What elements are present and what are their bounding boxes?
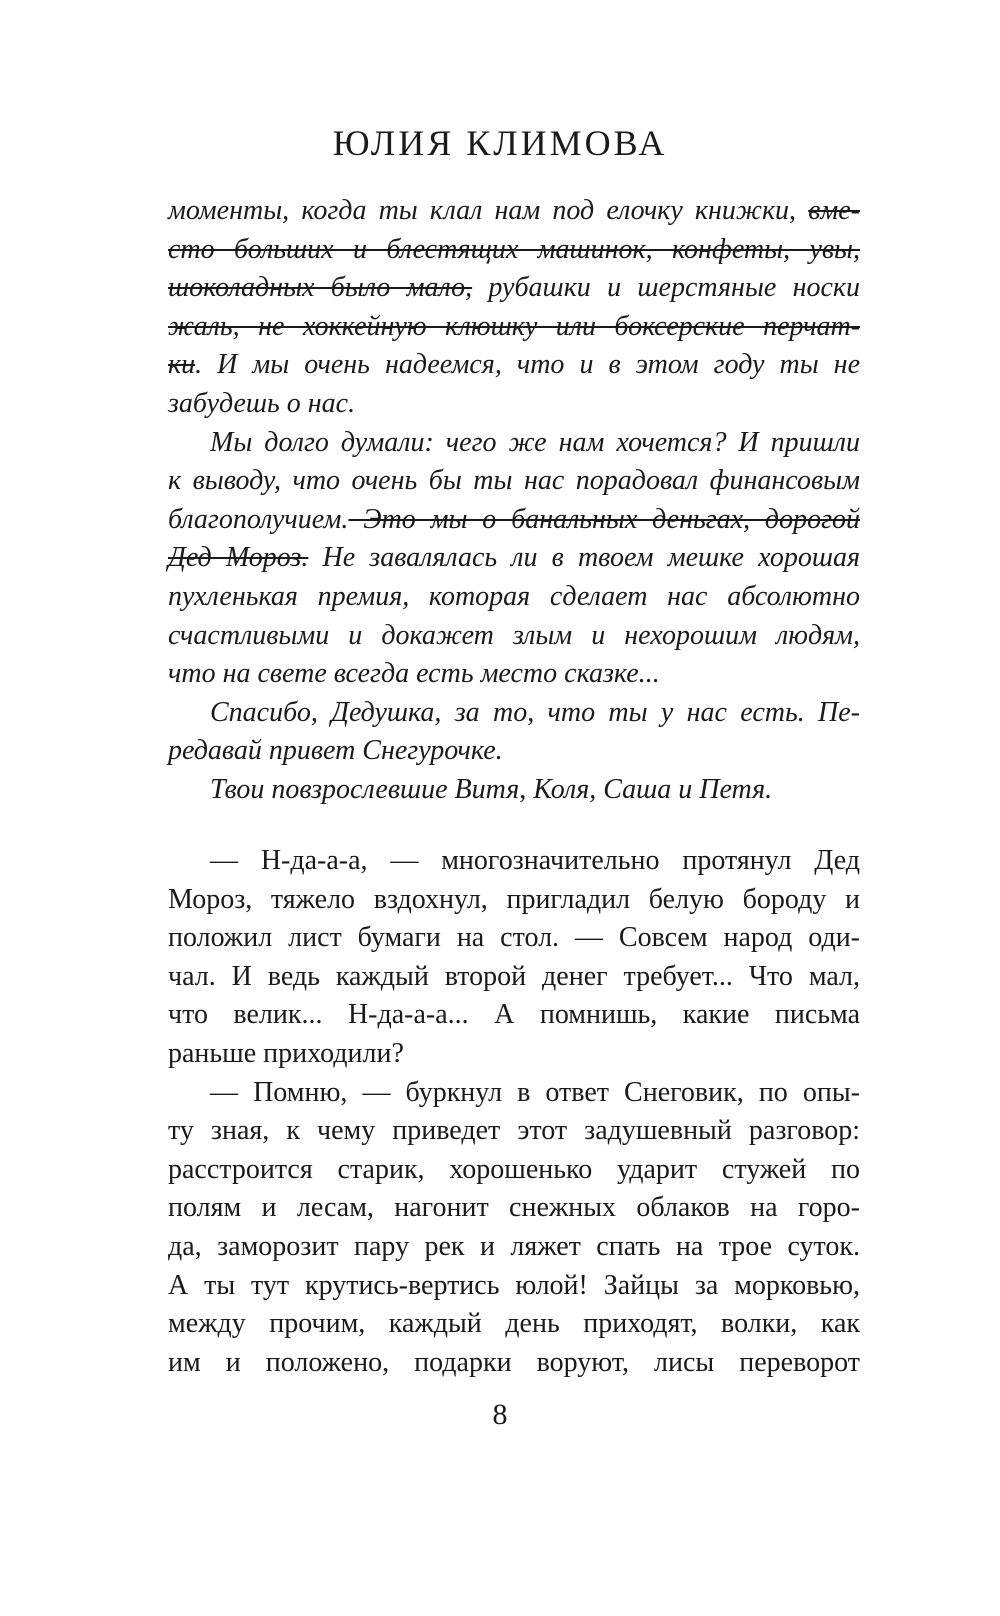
page-number: 8 xyxy=(492,1398,508,1431)
text-line xyxy=(168,308,860,347)
text-line: расстроится старик, хорошенько ударит стужей по xyxy=(168,1153,860,1185)
text-line: пухленькая премия, которая сделает нас абсолютно xyxy=(168,580,860,612)
strikethrough-text: вме- xyxy=(808,195,860,226)
letter-signature: Твои повзрослевшие Витя, Коля, Саша и Петя. xyxy=(210,773,773,805)
text-line: редавай привет Снегурочке. xyxy=(168,735,503,767)
text-line: чал. И ведь каждый второй денег требует... Что мал, xyxy=(168,960,860,992)
letter-text xyxy=(168,192,860,810)
text-line: Дед Мороз. Не завалялась ли в твоем мешке хорошая xyxy=(168,542,860,574)
text-line: да, заморозит пару рек и ляжет спать на трое суток. xyxy=(168,1230,860,1262)
text-line: счастливыми и докажет злым и нехорошим людям, xyxy=(168,619,860,651)
text-line: между прочим, каждый день приходят, волки, как xyxy=(168,1308,860,1340)
text-line: ту зная, к чему приведет этот задушевный разговор: xyxy=(168,1115,860,1147)
strikethrough-text: Это мы о банальных деньгах, дорогой xyxy=(348,503,860,535)
text-line: что велик... Н-да-а-а... А помнишь, какие письма xyxy=(168,999,860,1031)
text-line: положил лист бумаги на стол. — Совсем народ оди- xyxy=(168,922,860,954)
text-line: шоколадных было мало, рубашки и шерстяные носки xyxy=(168,272,860,304)
text-line xyxy=(168,231,860,270)
strikethrough-text: шоколадных было мало, xyxy=(168,272,473,304)
text-line: что на свете всегда есть место сказке... xyxy=(168,658,660,690)
text-line: забудешь о нас. xyxy=(168,387,356,419)
text-line: раньше приходили? xyxy=(168,1037,404,1069)
text-line: Мы долго думали: чего же нам хочется? И пришли xyxy=(210,426,860,458)
text-line: им и положено, подарки воруют, лисы переворот xyxy=(168,1346,860,1378)
text-line: А ты тут крутись-вертись юлой! Зайцы за морковью, xyxy=(168,1269,860,1301)
strikethrough-text: сто больших и блестящих машинок, конфеты, увы, xyxy=(168,233,860,265)
text-line: моменты, когда ты клал нам под елочку книжки, вме- xyxy=(168,195,860,226)
text-line: Спасибо, Дедушка, за то, что ты у нас есть. Пе- xyxy=(210,696,860,728)
text-line: ки. И мы очень надеемся, что и в этом году ты не xyxy=(168,349,860,381)
running-header-author: ЮЛИЯ КЛИМОВА xyxy=(332,123,668,163)
strikethrough-text: ки xyxy=(168,349,196,381)
text-line: — Помню, — буркнул в ответ Снеговик, по опы- xyxy=(210,1076,860,1108)
text-line: — Н-да-а-а, — многозначительно протянул Дед xyxy=(210,845,860,876)
strikethrough-text: жаль, не хоккейную клюшку или боксерские перчат- xyxy=(168,310,860,342)
strikethrough-text: Дед Мороз. xyxy=(168,542,309,574)
text-line: Мороз, тяжело вздохнул, пригладил белую бороду и xyxy=(168,883,860,915)
story-text xyxy=(168,842,860,1382)
text-line: полям и лесам, нагонит снежных облаков на горо- xyxy=(168,1192,860,1224)
text-line: благополучием. Это мы о банальных деньгах, дорогой xyxy=(168,503,860,535)
text-line: к выводу, что очень бы ты нас порадовал финансовым xyxy=(168,465,860,497)
